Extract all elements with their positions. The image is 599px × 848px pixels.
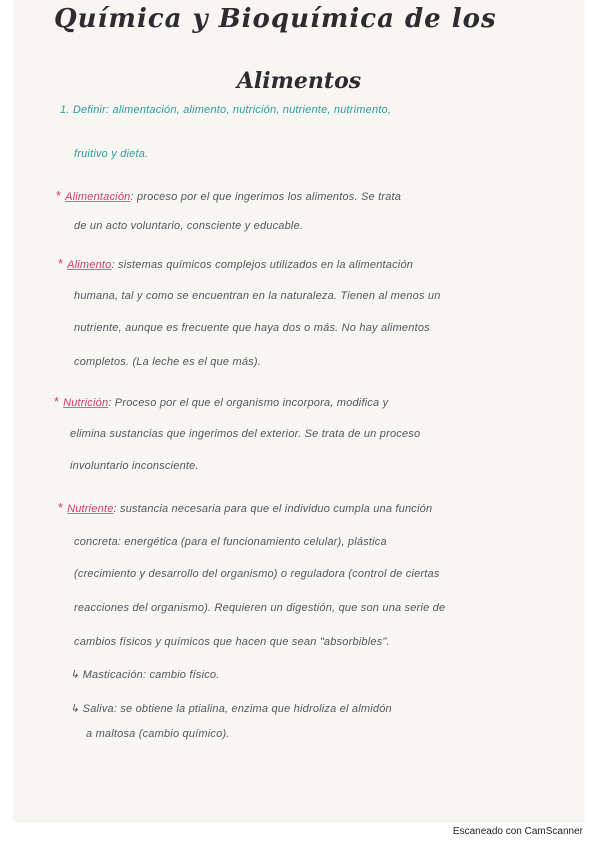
scanned-page: [14, 0, 584, 822]
bullet-icon: *: [58, 500, 68, 515]
scanner-watermark: Escaneado con CamScanner: [452, 826, 583, 837]
alimentacion-line-1: * Alimentación: proceso por el que ingerimos los alimentos. Se trata: [56, 188, 402, 203]
nutriente-line-4: reacciones del organismo). Requieren un digestión, que son una serie de: [74, 602, 446, 614]
nutriente-line-3: (crecimiento y desarrollo del organismo) o reguladora (control de ciertas: [74, 568, 440, 580]
alimento-line-3: nutriente, aunque es frecuente que haya dos o más. No hay alimentos: [74, 322, 430, 334]
nutricion-line-3: involuntario inconsciente.: [70, 460, 199, 472]
term-alimento: Alimento: [67, 259, 112, 271]
nutriente-line-2: concreta: energética (para el funcionamiento celular), plástica: [74, 536, 387, 548]
page-title: Química y Bioquímica de los: [54, 4, 497, 34]
bullet-icon: *: [56, 188, 66, 203]
alimento-line-4: completos. (La leche es el que más).: [74, 356, 261, 368]
bullet-icon: *: [54, 394, 64, 409]
alimento-line-2: humana, tal y como se encuentran en la naturaleza. Tienen al menos un: [74, 290, 441, 302]
alimentacion-line-2: de un acto voluntario, consciente y educable.: [74, 220, 304, 232]
question-line-2: fruitivo y dieta.: [74, 148, 149, 160]
question-line-1: 1. Definir: alimentación, alimento, nutrición, nutriente, nutrimento,: [60, 104, 392, 116]
nutriente-sub-1: ↳ Masticación: cambio físico.: [70, 669, 220, 681]
term-nutricion: Nutrición: [63, 397, 109, 409]
nutriente-line-1: * Nutriente: sustancia necesaria para que el individuo cumpla una función: [58, 500, 433, 515]
nutriente-sub-2b: a maltosa (cambio químico).: [86, 728, 230, 740]
nutricion-line-1: * Nutrición: Proceso por el que el organismo incorpora, modifica y: [54, 394, 389, 409]
nutriente-line-5: cambios físicos y químicos que hacen que sean "absorbibles".: [74, 636, 390, 648]
alimento-line-1: * Alimento: sistemas químicos complejos utilizados en la alimentación: [58, 256, 414, 271]
page-title-line-2: Alimentos: [236, 68, 362, 94]
term-nutriente: Nutriente: [67, 503, 114, 515]
bullet-icon: *: [58, 256, 68, 271]
nutricion-line-2: elimina sustancias que ingerimos del exterior. Se trata de un proceso: [70, 428, 421, 440]
term-alimentacion: Alimentación: [65, 191, 131, 203]
nutriente-sub-2: ↳ Saliva: se obtiene la ptialina, enzima que hidroliza el almidón: [70, 703, 392, 715]
